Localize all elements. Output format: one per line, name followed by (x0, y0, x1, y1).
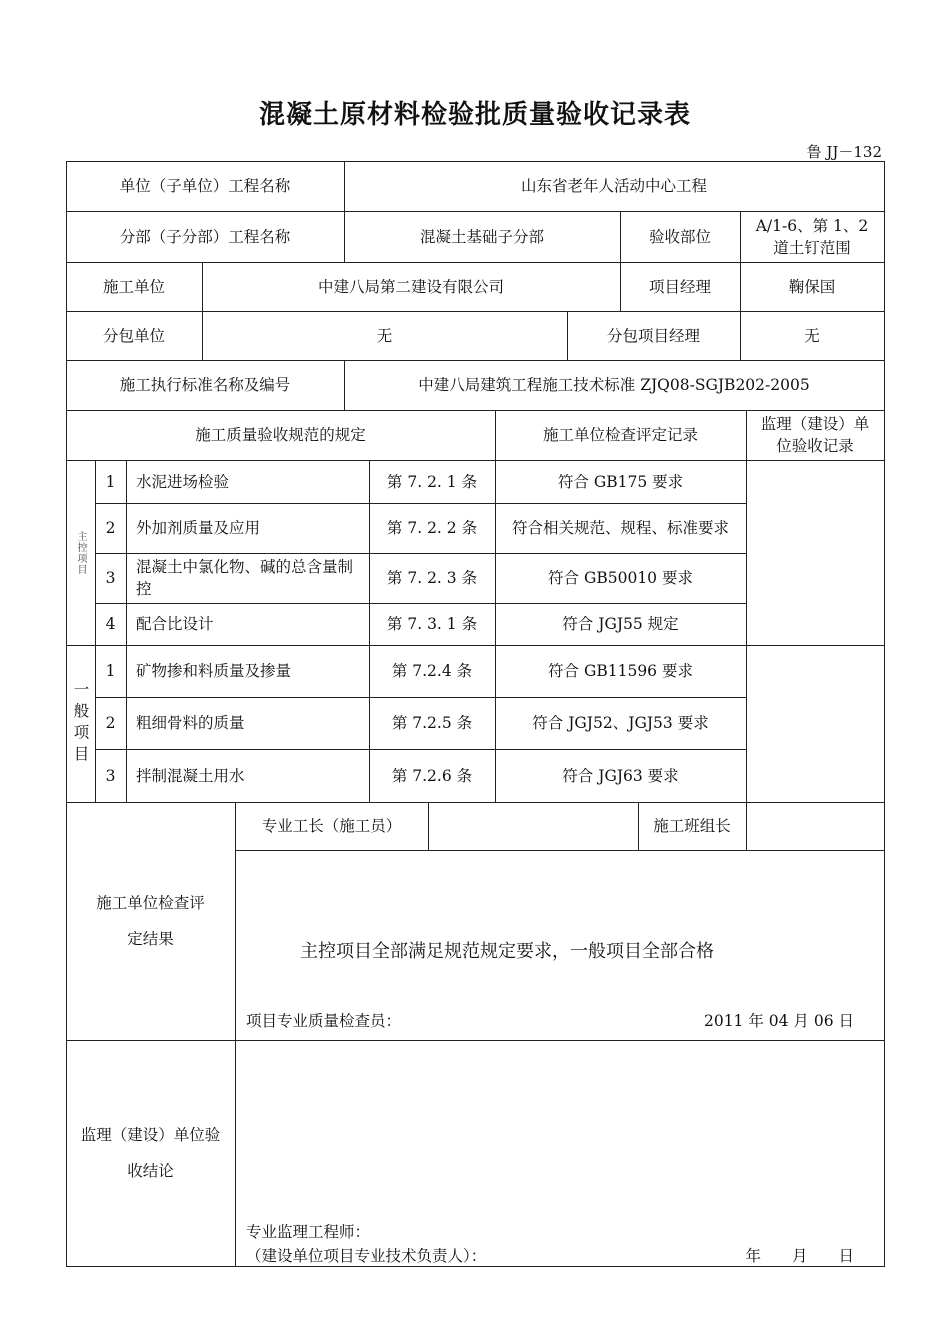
contractor-label: 施工单位 (102, 277, 165, 296)
item-name: 混凝土中氯化物、碱的总含量制控 (136, 558, 354, 598)
project-manager-label: 项目经理 (648, 277, 711, 296)
item-result: 符合 JGJ52、JGJ53 要求 (532, 714, 709, 732)
form-code: 鲁 JJ－132 (806, 143, 882, 161)
supervisor-engineer-label: 专业监理工程师： (246, 1223, 371, 1241)
item-no: 3 (105, 766, 116, 785)
inspector-label: 项目专业质量检查员： (246, 1012, 402, 1030)
contractor-conclusion: 主控项目全部满足规范规定要求，一般项目全部合格 (300, 941, 714, 962)
item-name: 矿物掺和料质量及掺量 (136, 662, 292, 680)
subcontractor-label: 分包单位 (102, 326, 165, 345)
item-result: 符合 GB11596 要求 (548, 662, 693, 680)
team-leader-signature[interactable] (746, 802, 884, 850)
item-result: 符合 JGJ55 规定 (562, 615, 679, 633)
item-clause: 第 7. 2. 3 条 (386, 569, 478, 587)
sub-pm-label: 分包项目经理 (606, 326, 700, 345)
foreman-label: 专业工长（施工员） (261, 817, 402, 835)
general-items-group-label: 一般项目 (71, 680, 90, 767)
item-result: 符合 JGJ63 要求 (562, 766, 679, 785)
supervisor-date: 年 月 日 (745, 1247, 854, 1265)
project-manager-value: 鞠保国 (788, 277, 836, 296)
page-title: 混凝土原材料检验批质量验收记录表 (258, 100, 691, 130)
owner-tech-lead-label: （建设单位项目专业技术负责人）： (246, 1247, 487, 1265)
sub-pm-value: 无 (804, 326, 820, 345)
contractor-result-label: 施工单位检查评定结果 (96, 894, 205, 948)
contractor-value: 中建八局第二建设有限公司 (317, 277, 504, 296)
subcontractor-value: 无 (376, 326, 393, 345)
sub-project-label: 分部（子分部）工程名称 (119, 227, 291, 246)
item-name: 配合比设计 (136, 615, 214, 633)
item-no: 2 (105, 519, 116, 537)
item-result: 符合相关规范、规程、标准要求 (511, 519, 729, 537)
item-name: 粗细骨料的质量 (136, 714, 245, 732)
inspection-date: 2011 年 04 月 06 日 (703, 1012, 854, 1030)
item-result: 符合 GB175 要求 (557, 472, 684, 491)
column-check: 施工单位检查评定记录 (542, 426, 698, 444)
item-name: 外加剂质量及应用 (136, 519, 261, 537)
item-no: 2 (105, 714, 116, 732)
column-supervisor: 监理（建设）单位验收记录 (760, 415, 870, 455)
team-leader-label: 施工班组长 (653, 817, 731, 835)
acceptance-part-label: 验收部位 (648, 227, 711, 246)
item-no: 1 (105, 662, 116, 680)
acceptance-part-value: A/1-6、第 1、2 道土钉范围 (755, 216, 869, 257)
item-result: 符合 GB50010 要求 (548, 569, 693, 587)
sub-project-value: 混凝土基础子分部 (419, 227, 544, 246)
item-clause: 第 7. 2. 2 条 (386, 519, 478, 537)
item-clause: 第 7.2.5 条 (391, 714, 473, 732)
supervisor-result-label: 监理（建设）单位验收结论 (80, 1126, 221, 1180)
item-name: 拌制混凝土用水 (136, 766, 245, 785)
item-clause: 第 7. 3. 1 条 (386, 615, 478, 633)
item-clause: 第 7.2.4 条 (391, 662, 473, 680)
item-name: 水泥进场检验 (136, 472, 230, 491)
item-no: 3 (105, 569, 116, 587)
unit-project-value: 山东省老年人活动中心工程 (520, 177, 707, 195)
foreman-signature[interactable] (428, 802, 638, 850)
column-spec: 施工质量验收规范的规定 (195, 426, 366, 444)
item-no: 1 (105, 472, 116, 491)
standard-label: 施工执行标准名称及编号 (119, 376, 291, 394)
unit-project-label: 单位（子单位）工程名称 (119, 177, 291, 195)
item-clause: 第 7.2.6 条 (391, 766, 473, 785)
item-no: 4 (105, 615, 116, 633)
standard-value: 中建八局建筑工程施工技术标准 ZJQ08-SGJB202-2005 (418, 376, 810, 394)
main-items-group-label: 主控项目 (75, 530, 86, 575)
item-clause: 第 7. 2. 1 条 (386, 472, 478, 491)
